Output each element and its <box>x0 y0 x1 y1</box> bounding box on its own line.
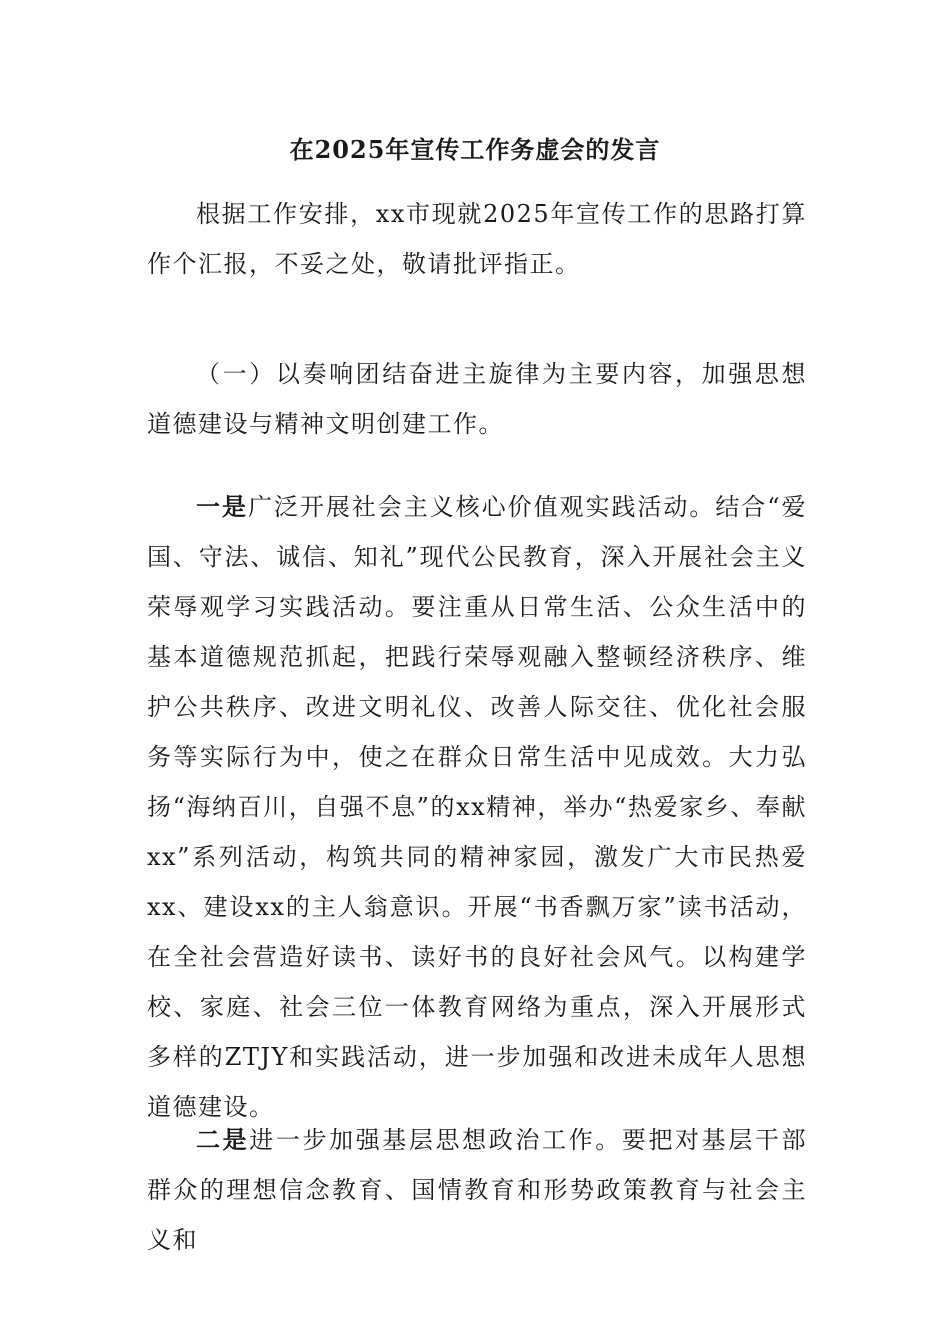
section-heading: （一）以奏响团结奋进主旋律为主要内容，加强思想道德建设与精神文明创建工作。 <box>147 360 807 438</box>
point-two-lead: 二是 <box>196 1125 250 1154</box>
intro-paragraph: 根据工作安排，xx市现就2025年宣传工作的思路打算作个汇报，不妥之处，敬请批评指正。 <box>147 200 807 278</box>
point-one-lead: 一是 <box>196 492 248 521</box>
document-title: 在2025年宣传工作务虚会的发言 <box>289 135 661 164</box>
point-two-paragraph <box>147 1115 807 1265</box>
point-one-text: 广泛开展社会主义核心价值观实践活动。结合“爱国、守法、诚信、知礼”现代公民教育，深入开展社会主义荣辱观学习实践活动。要注重从日常生活、公众生活中的基本道德规范抓起，把践行荣辱观融入整顿经济秩序、维护公共秩序、改进文明礼仪、改善人际交往、优化社会服务等实际行为中，使之在群众日常生活中见成效。大力弘扬“海纳百川，自强不息”的xx精神，举办“热爱家乡、奉献xx”系列活动，构筑共同的精神家园，激发广大市民热爱xx、建设xx的主人翁意识。开展“书香飘万家”读书活动，在全社会营造好读书、读好书的良好社会风气。以构建学校、家庭、社会三位一体教育网络为重点，深入开展形式多样的ZTJY和实践活动，进一步加强和改进未成年人思想道德建设。 <box>147 493 807 1121</box>
point-one-paragraph <box>147 482 807 1132</box>
point-two-text: 进一步加强基层思想政治工作。要把对基层干部群众的理想信念教育、国情教育和形势政策教育与社会主义和 <box>147 1126 808 1254</box>
